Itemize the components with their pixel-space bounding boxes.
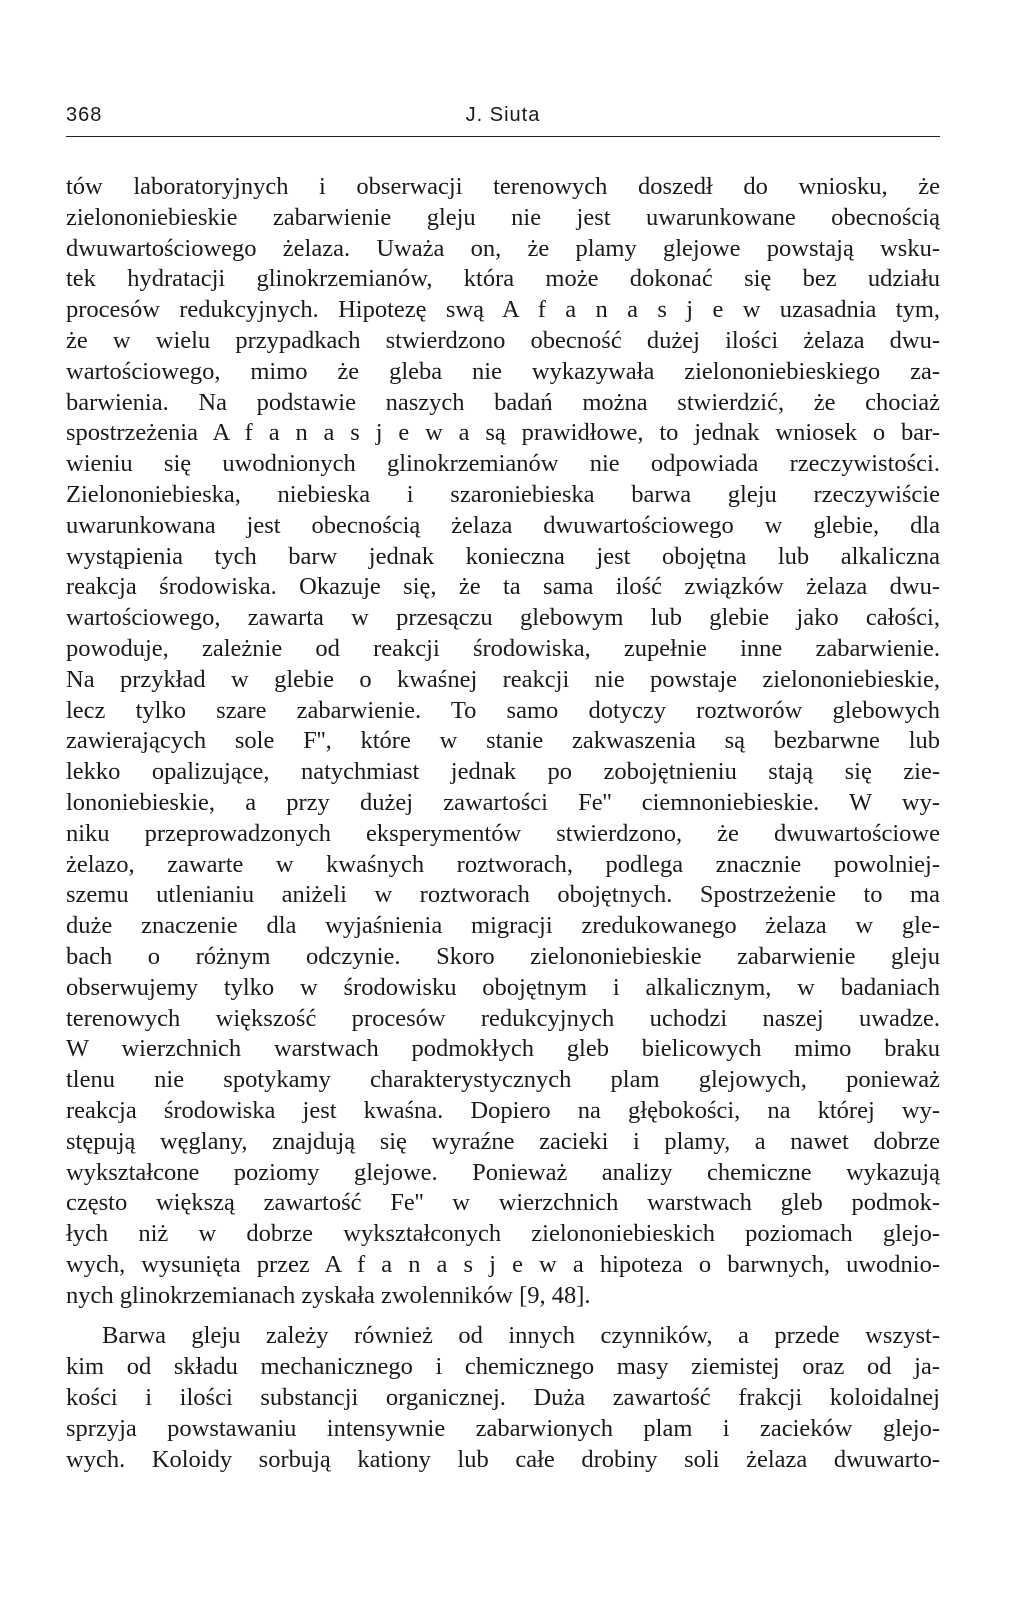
text-line: terenowych większość procesów redukcyjnych uchodzi naszej uwadze.: [66, 1004, 940, 1032]
text-line: wartościowego, zawarta w przesączu glebowym lub glebie jako całości,: [66, 604, 940, 632]
text-line: procesów redukcyjnych. Hipotezę swą A f a n a s j e w uzasadnia tym,: [66, 296, 940, 324]
text-line: tlenu nie spotykamy charakterystycznych plam glejowych, ponieważ: [66, 1066, 940, 1094]
text-line: często większą zawartość Fe'' w wierzchnich warstwach gleb podmok-: [66, 1189, 940, 1217]
text-line: powoduje, zależnie od reakcji środowiska, zupełnie inne zabarwienie.: [66, 634, 940, 662]
text-line: wych. Koloidy sorbują kationy lub całe drobiny soli żelaza dwuwarto-: [66, 1445, 940, 1473]
text-line: dwuwartościowego żelaza. Uważa on, że plamy glejowe powstają wsku-: [66, 234, 940, 262]
page: [66, 104, 940, 1475]
text-line: lekko opalizujące, natychmiast jednak po zobojętnieniu stają się zie-: [66, 758, 940, 786]
text-line: wykształcone poziomy glejowe. Ponieważ analizy chemiczne wykazują: [66, 1158, 940, 1186]
body-text: [66, 172, 940, 1475]
text-line: łych niż w dobrze wykształconych zielononiebieskich poziomach glejo-: [66, 1220, 940, 1248]
text-line: tek hydratacji glinokrzemianów, która może dokonać się bez udziału: [66, 265, 940, 293]
text-line: wartościowego, mimo że gleba nie wykazywała zielononiebieskiego za-: [66, 357, 940, 385]
text-line: kim od składu mechanicznego i chemicznego masy ziemistej oraz od ja-: [66, 1353, 940, 1381]
text-line: duże znaczenie dla wyjaśnienia migracji zredukowanego żelaza w gle-: [66, 912, 940, 940]
running-header: [66, 104, 940, 137]
text-line: lononiebieskie, a przy dużej zawartości Fe'' ciemnoniebieskie. W wy-: [66, 788, 940, 816]
text-line: W wierzchnich warstwach podmokłych gleb bielicowych mimo braku: [66, 1035, 940, 1063]
paragraph-1: [66, 172, 940, 1311]
text-line: spostrzeżenia A f a n a s j e w a są prawidłowe, to jednak wniosek o bar-: [66, 419, 940, 447]
paragraph-gap: [66, 1311, 940, 1321]
text-line: reakcja środowiska. Okazuje się, że ta sama ilość związków żelaza dwu-: [66, 573, 940, 601]
text-line: niku przeprowadzonych eksperymentów stwierdzono, że dwuwartościowe: [66, 819, 940, 847]
text-line: wych, wysunięta przez A f a n a s j e w a hipoteza o barwnych, uwodnio-: [66, 1250, 940, 1278]
text-line: nych glinokrzemianach zyskała zwolenników [9, 48].: [66, 1281, 591, 1309]
text-line: wieniu się uwodnionych glinokrzemianów nie odpowiada rzeczywistości.: [66, 450, 940, 478]
text-line: stępują węglany, znajdują się wyraźne zacieki i plamy, a nawet dobrze: [66, 1127, 940, 1155]
text-line: obserwujemy tylko w środowisku obojętnym i alkalicznym, w badaniach: [66, 973, 940, 1001]
text-line: uwarunkowana jest obecnością żelaza dwuwartościowego w glebie, dla: [66, 511, 940, 539]
text-line: bach o różnym odczynie. Skoro zielononiebieskie zabarwienie gleju: [66, 942, 940, 970]
text-line: zawierających sole F'', które w stanie zakwaszenia są bezbarwne lub: [66, 727, 940, 755]
page-number: 368: [66, 104, 103, 126]
text-line: barwienia. Na podstawie naszych badań można stwierdzić, że chociaż: [66, 388, 940, 416]
paragraph-2: [66, 1321, 940, 1475]
text-line: żelazo, zawarte w kwaśnych roztworach, podlega znacznie powolniej-: [66, 850, 940, 878]
text-line: Zielononiebieska, niebieska i szaroniebieska barwa gleju rzeczywiście: [66, 480, 940, 508]
text-line: Barwa gleju zależy również od innych czynników, a przede wszyst-: [102, 1322, 940, 1350]
running-head-author: J. Siuta: [465, 104, 541, 126]
text-line: że w wielu przypadkach stwierdzono obecność dużej ilości żelaza dwu-: [66, 326, 940, 354]
text-line: szemu utlenianiu aniżeli w roztworach obojętnych. Spostrzeżenie to ma: [66, 881, 940, 909]
text-line: kości i ilości substancji organicznej. Duża zawartość frakcji koloidalnej: [66, 1384, 940, 1412]
text-line: reakcja środowiska jest kwaśna. Dopiero na głębokości, na której wy-: [66, 1096, 940, 1124]
text-line: wystąpienia tych barw jednak konieczna jest obojętna lub alkaliczna: [66, 542, 940, 570]
text-line: sprzyja powstawaniu intensywnie zabarwionych plam i zacieków glejo-: [66, 1414, 940, 1442]
text-line: tów laboratoryjnych i obserwacji terenowych doszedł do wniosku, że: [66, 173, 940, 200]
text-line: Na przykład w glebie o kwaśnej reakcji nie powstaje zielononiebieskie,: [66, 665, 940, 693]
text-line: zielononiebieskie zabarwienie gleju nie jest uwarunkowane obecnością: [66, 203, 940, 231]
text-line: lecz tylko szare zabarwienie. To samo dotyczy roztworów glebowych: [66, 696, 940, 724]
